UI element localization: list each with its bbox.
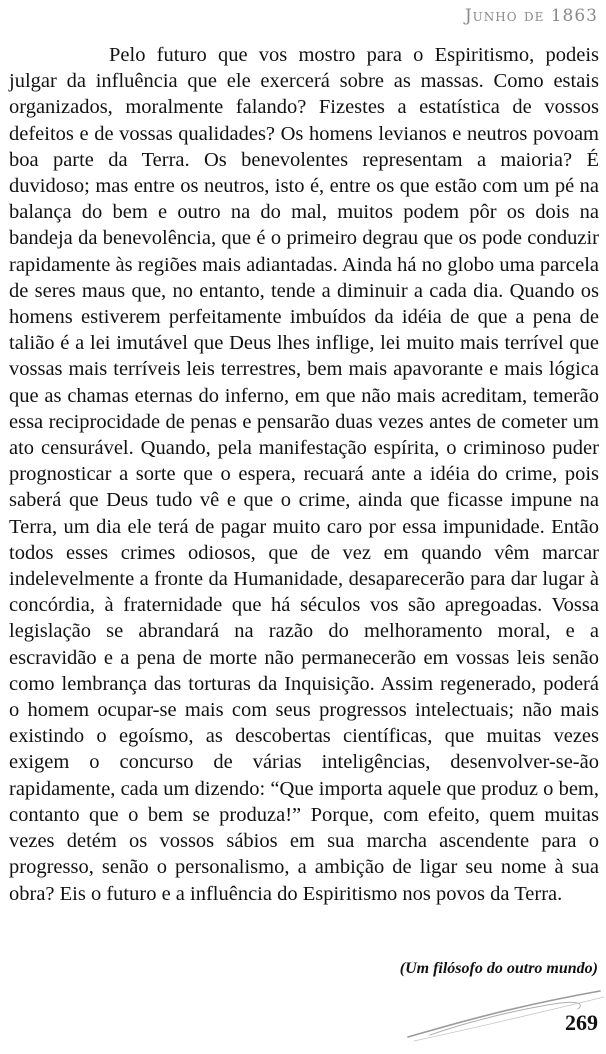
- body-paragraph: [9, 42, 599, 907]
- signature: (Um filósofo do outro mundo): [399, 960, 598, 977]
- page-number: 269: [565, 1010, 598, 1035]
- body-paragraph-text: Pelo futuro que vos mostro para o Espiritismo, podeis julgar da influência que ele exercerá sobre as massas. Como estais organizados, moralmente falando? Fizestes a estatística de vossos defeitos e de vossas qualidades? Os homens levianos e neutros povoam boa parte da Terra. Os benevolentes representam a maioria? É duvidoso; mas entre os neutros, isto é, entre os que estão com um pé na balança do bem e outro na do mal, muitos podem pôr os dois na bandeja da benevolência, que é o primeiro degrau que os pode conduzir rapidamente às regiões mais adiantadas. Ainda há no globo uma parcela de seres maus que, no entanto, tende a diminuir a cada dia. Quando os homens estiverem perfeitamente imbuídos da idéia de que a pena de talião é a lei imutável que Deus lhes inflige, lei muito mais terrível que vossas mais terríveis leis terrestres, bem mais apavorante e mais lógica que as chamas eternas do inferno, em que não mais acreditam, temerão essa reciprocidade de penas e pensarão duas vezes antes de cometer um ato censurável. Quando, pela manifestação espírita, o criminoso puder prognosticar a sorte que o espera, recuará ante a idéia do crime, pois saberá que Deus tudo vê e que o crime, ainda que ficasse impune na Terra, um dia ele terá de pagar muito caro por essa impunidade. Então todos esses crimes odiosos, que de vez em quando vêm marcar indelevelmente a fronte da Humanidade, desaparecerão para dar lugar à concórdia, à fraternidade que há séculos vos são apregoadas. Vossa legislação se abrandará na razão do melhoramento moral, e a escravidão e a pena de morte não permanecerão em vossas leis senão como lembrança das torturas da Inquisição. Assim regenerado, poderá o homem ocupar-se mais com seus progressos intelectuais; não mais existindo o egoísmo, as descobertas científicas, que muitas vezes exigem o concurso de várias inteligências, desenvolver-se-ão rapidamente, cada um dizendo: “Que importa aquele que produz o bem, contanto que o bem se produza!” Porque, com efeito, quem muitas vezes detém os vossos sábios em sua marcha ascendente para o progresso, senão o personalismo, a ambição de ligar seu nome à sua obra? Eis o futuro e a influência do Espiritismo nos povos da Terra.: [9, 44, 599, 905]
- running-header: Junho de 1863: [464, 6, 598, 26]
